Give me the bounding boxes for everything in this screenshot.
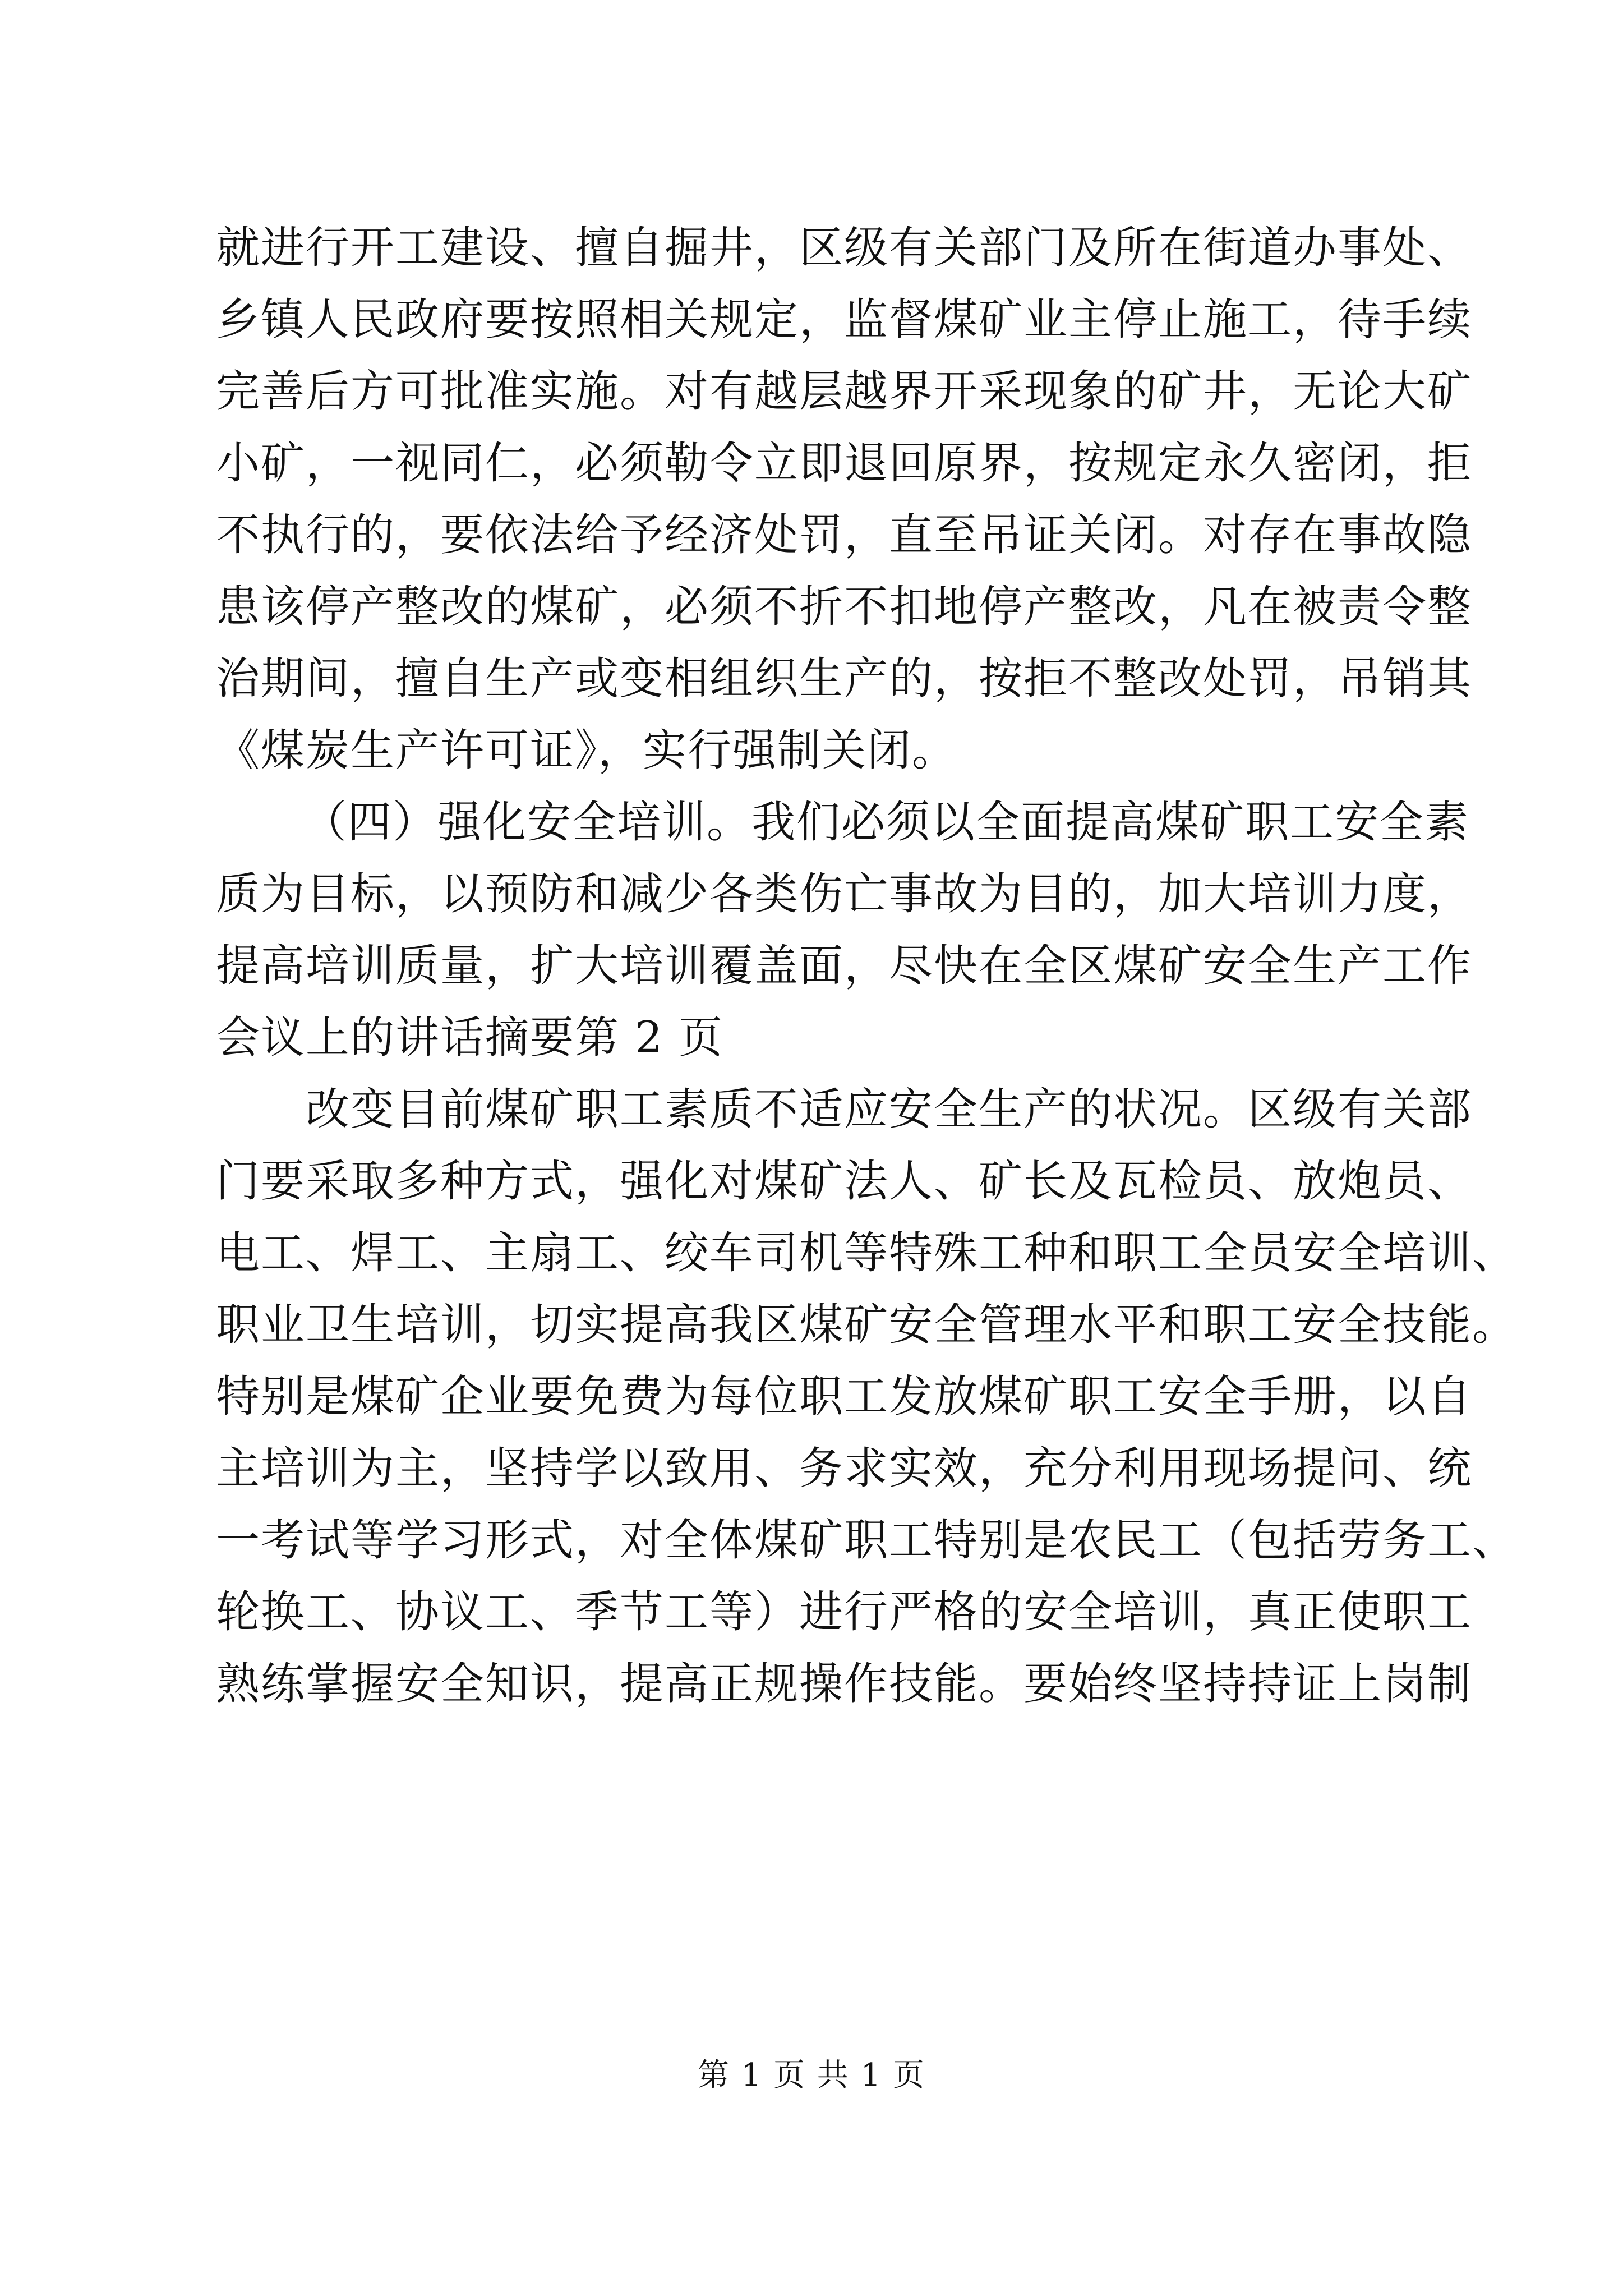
page-marker-line: 会议上的讲话摘要第 2 页 xyxy=(216,1013,724,1063)
text-line: 就进行开工建设、擅自掘井，区级有关部门及所在街道办事处、 xyxy=(216,223,1473,273)
section-heading-line: （四）强化安全培训。我们必须以全面提高煤矿职工安全素 xyxy=(303,797,1470,848)
text-line: 一考试等学习形式，对全体煤矿职工特别是农民工（包括劳务工、 xyxy=(216,1515,1518,1566)
text-line: 小矿，一视同仁，必须勒令立即退回原界，按规定永久密闭，拒 xyxy=(216,438,1473,489)
text-line: 治期间，擅自生产或变相组织生产的，按拒不整改处罚，吊销其 xyxy=(216,654,1473,704)
text-line: 电工、焊工、主扇工、绞车司机等特殊工种和职工全员安全培训、 xyxy=(216,1228,1518,1278)
text-line: 提高培训质量，扩大培训覆盖面，尽快在全区煤矿安全生产工作 xyxy=(216,941,1473,991)
paragraph-start-line: 改变目前煤矿职工素质不适应安全生产的状况。区级有关部 xyxy=(306,1084,1473,1135)
text-line: 患该停产整改的煤矿，必须不折不扣地停产整改，凡在被责令整 xyxy=(216,582,1473,632)
document-body xyxy=(216,212,1518,1720)
text-line: 特别是煤矿企业要免费为每位职工发放煤矿职工安全手册，以自 xyxy=(216,1372,1473,1422)
text-line: 《煤炭生产许可证》，实行强制关闭。 xyxy=(216,725,957,776)
text-line: 职业卫生培训，切实提高我区煤矿安全管理水平和职工安全技能。 xyxy=(216,1300,1518,1350)
text-line: 熟练掌握安全知识，提高正规操作技能。要始终坚持持证上岗制 xyxy=(216,1659,1473,1709)
text-line: 轮换工、协议工、季节工等）进行严格的安全培训，真正使职工 xyxy=(216,1587,1473,1637)
text-line: 乡镇人民政府要按照相关规定，监督煤矿业主停止施工，待手续 xyxy=(216,295,1473,345)
text-line: 主培训为主，坚持学以致用、务求实效，充分利用现场提问、统 xyxy=(216,1443,1473,1494)
text-line: 完善后方可批准实施。对有越层越界开采现象的矿井，无论大矿 xyxy=(216,366,1473,417)
text-line: 门要采取多种方式，强化对煤矿法人、矿长及瓦检员、放炮员、 xyxy=(216,1156,1473,1207)
text-line: 不执行的，要依法给予经济处罚，直至吊证关闭。对存在事故隐 xyxy=(216,510,1473,560)
text-line: 质为目标，以预防和减少各类伤亡事故为目的，加大培训力度， xyxy=(216,869,1473,919)
page-footer: 第 1 页 共 1 页 xyxy=(697,2057,926,2093)
